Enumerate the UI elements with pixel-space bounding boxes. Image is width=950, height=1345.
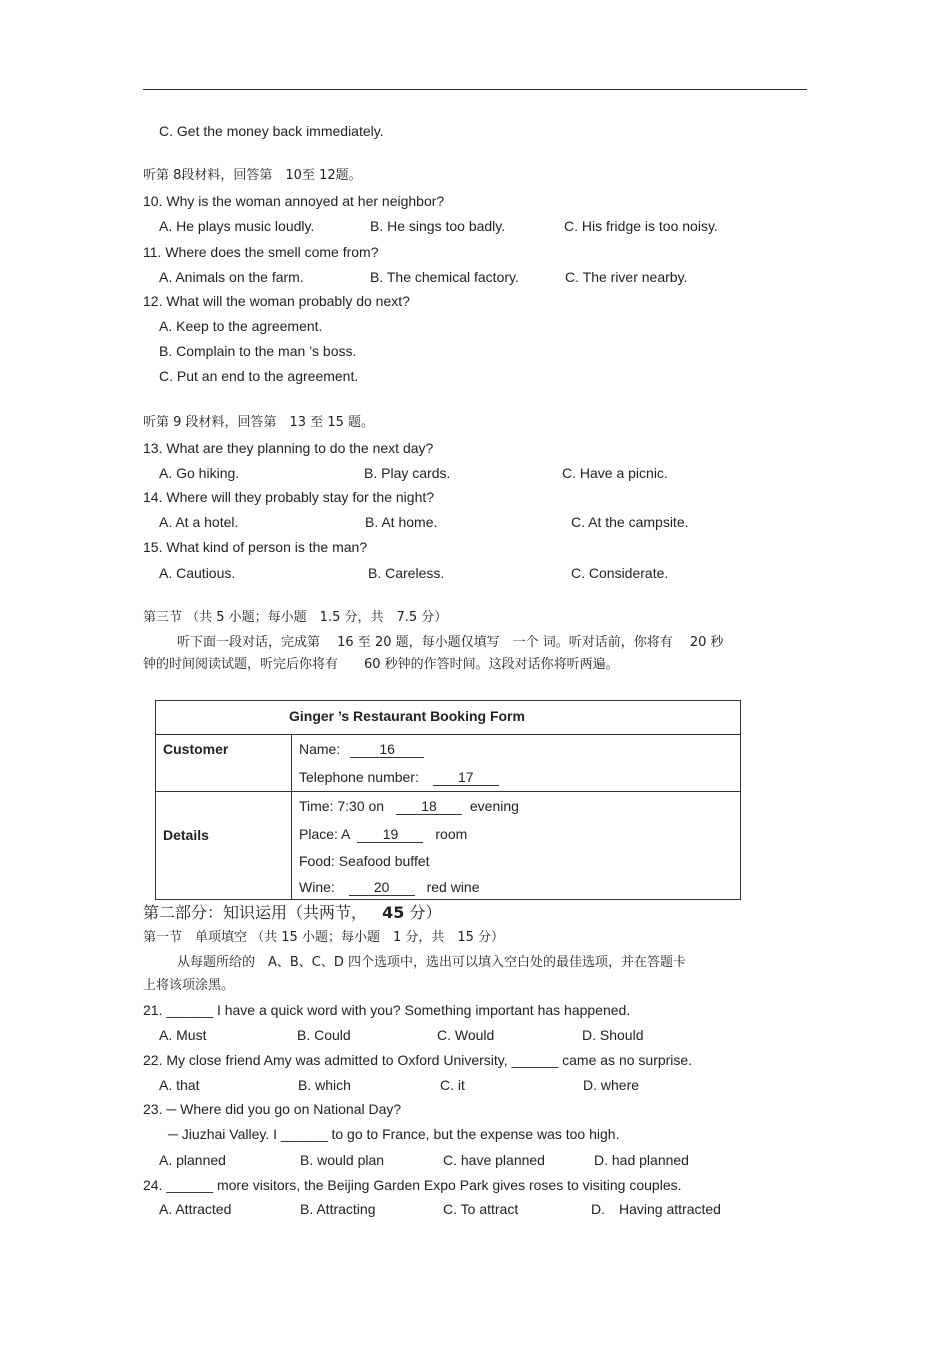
q23-option-d[interactable]: D. had planned [594,1152,689,1168]
header-rule [143,89,807,90]
section-1-heading: 第一节 单项填空 （共 15 小题；每小题 1 分，共 15 分） [143,930,505,945]
blank-19[interactable]: 19 [357,826,423,843]
time-suffix: evening [469,798,519,814]
q24-option-a[interactable]: A. Attracted [159,1201,232,1217]
place-suffix: room [435,826,468,842]
q21-option-a[interactable]: A. Must [159,1027,207,1043]
q23-option-b[interactable]: B. would plan [300,1152,385,1168]
q14-option-a[interactable]: A. At a hotel. [159,514,239,530]
customer-label: Customer [163,741,229,757]
q12-option-c[interactable]: C. Put an end to the agreement. [159,368,359,384]
q14-option-b[interactable]: B. At home. [365,514,438,530]
question-15: 15. What kind of person is the man? [143,539,368,555]
place-label: Place: A [299,826,350,842]
time-label: Time: 7:30 on [299,798,385,814]
question-13: 13. What are they planning to do the next day? [143,440,434,456]
name-label: Name: [299,741,341,757]
question-10: 10. Why is the woman annoyed at her neighbor? [143,193,445,209]
q10-option-c[interactable]: C. His fridge is too noisy. [564,218,718,234]
booking-form [155,700,741,900]
q22-option-b[interactable]: B. which [298,1077,351,1093]
wine-label: Wine: [299,879,335,895]
section-9-heading: 听第 9 段材料，回答第 13 至 15 题。 [143,415,375,430]
section-8-heading: 听第 8段材料，回答第 10至 12题。 [143,168,362,183]
wine-suffix: red wine [426,879,480,895]
q10-option-b[interactable]: B. He sings too badly. [370,218,506,234]
q15-option-c[interactable]: C. Considerate. [571,565,669,581]
question-23-response: ─ Jiuzhai Valley. I ______ to go to France, but the expense was too high. [168,1126,620,1142]
q13-option-a[interactable]: A. Go hiking. [159,465,240,481]
part-2-heading-end: 分） [409,903,442,922]
details-row [156,791,740,899]
phone-field [299,769,499,786]
part-3-heading: 第三节 （共 5 小题；每小题 1.5 分，共 7.5 分） [143,610,448,625]
time-field [299,798,519,815]
q23-option-c[interactable]: C. have planned [443,1152,545,1168]
part-3-instruction-1: 听下面一段对话，完成第 16 至 20 题，每小题仅填写 一个 词。听对话前，你将有 20 秒 [177,635,724,650]
q11-option-b[interactable]: B. The chemical factory. [370,269,519,285]
blank-16[interactable]: 16 [350,741,424,758]
part-2-heading-text: 第二部分：知识运用（共两节， [143,903,368,922]
question-11: 11. Where does the smell come from? [143,244,379,260]
q21-option-d[interactable]: D. Should [582,1027,644,1043]
form-title: Ginger ’s Restaurant Booking Form [289,708,525,724]
q24-option-b[interactable]: B. Attracting [300,1201,376,1217]
option-c-top: C. Get the money back immediately. [159,123,384,139]
blank-17[interactable]: 17 [433,769,499,786]
part-2-score: 45 [382,903,405,922]
form-title-row [156,701,740,735]
question-22: 22. My close friend Amy was admitted to Oxford University, ______ came as no surprise. [143,1052,693,1068]
blank-20[interactable]: 20 [349,879,415,896]
details-label: Details [163,827,209,843]
question-23: 23. ─ Where did you go on National Day? [143,1101,402,1117]
part-3-instruction-2: 钟的时间阅读试题，听完后你将有 60 秒钟的作答时间。这段对话你将听两遍。 [143,657,619,672]
q22-option-a[interactable]: A. that [159,1077,200,1093]
q21-option-c[interactable]: C. Would [437,1027,495,1043]
q11-option-c[interactable]: C. The river nearby. [565,269,688,285]
q10-option-a[interactable]: A. He plays music loudly. [159,218,315,234]
q13-option-c[interactable]: C. Have a picnic. [562,465,668,481]
question-24: 24. ______ more visitors, the Beijing Garden Expo Park gives roses to visiting couples. [143,1177,682,1193]
q12-option-b[interactable]: B. Complain to the man ’s boss. [159,343,357,359]
q22-option-d[interactable]: D. where [583,1077,640,1093]
q22-option-c[interactable]: C. it [440,1077,465,1093]
phone-label: Telephone number: [299,769,419,785]
q24-option-d[interactable]: D. Having attracted [591,1201,721,1217]
name-field [299,741,424,758]
question-21: 21. ______ I have a quick word with you? Something important has happened. [143,1002,631,1018]
form-divider [291,734,292,900]
question-14: 14. Where will they probably stay for the night? [143,489,435,505]
customer-row [156,734,740,792]
q15-option-a[interactable]: A. Cautious. [159,565,236,581]
q12-option-a[interactable]: A. Keep to the agreement. [159,318,323,334]
wine-field [299,879,480,896]
q11-option-a[interactable]: A. Animals on the farm. [159,269,304,285]
question-12: 12. What will the woman probably do next? [143,293,410,309]
food-field: Food: Seafood buffet [299,853,430,869]
place-field [299,826,467,843]
q15-option-b[interactable]: B. Careless. [368,565,445,581]
part-2-instruction-1: 从每题所给的 A、B、C、D 四个选项中，选出可以填入空白处的最佳选项，并在答题卡 [177,955,687,970]
part-2-instruction-2: 上将该项涂黑。 [143,978,235,993]
q24-option-c[interactable]: C. To attract [443,1201,519,1217]
q23-option-a[interactable]: A. planned [159,1152,226,1168]
q13-option-b[interactable]: B. Play cards. [364,465,451,481]
q14-option-c[interactable]: C. At the campsite. [571,514,689,530]
part-2-heading [143,904,441,922]
blank-18[interactable]: 18 [396,798,462,815]
q21-option-b[interactable]: B. Could [297,1027,351,1043]
